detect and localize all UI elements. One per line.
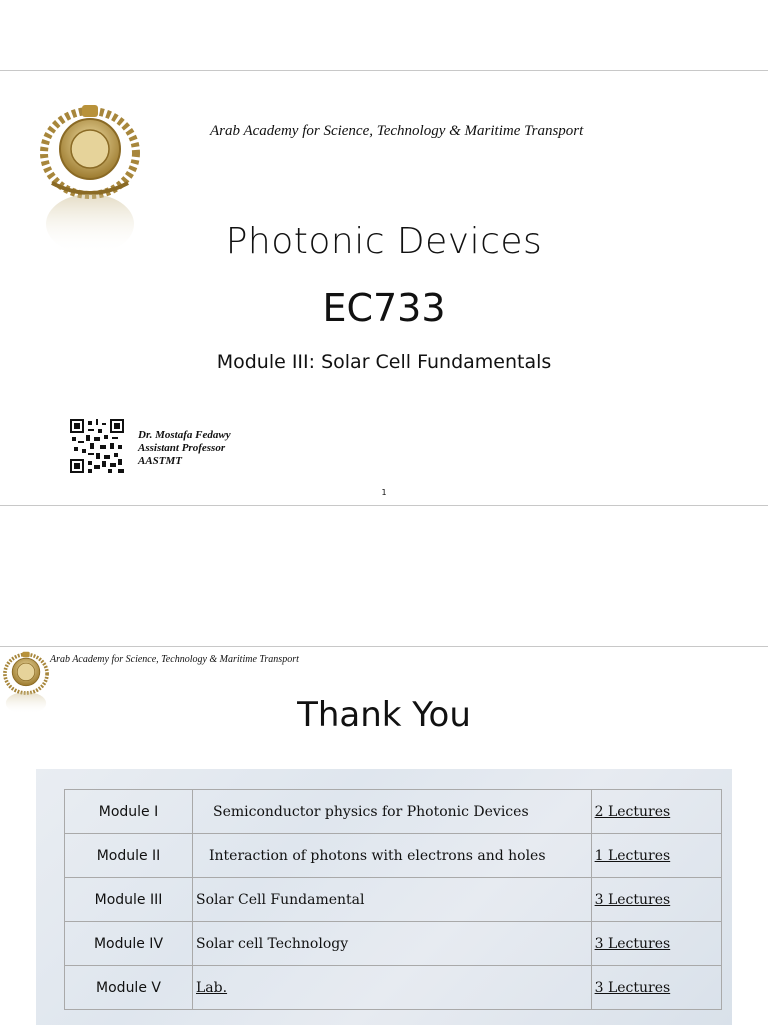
author-affiliation: AASTMT (138, 455, 183, 467)
topic-cell: Semiconductor physics for Photonic Devices (193, 790, 592, 834)
table-row (65, 790, 722, 834)
thank-you-heading: Thank You (297, 695, 471, 735)
author-block (138, 429, 231, 468)
module-cell: Module II (65, 834, 193, 878)
author-title: Assistant Professor (138, 442, 226, 454)
institution-name: Arab Academy for Science, Technology & Maritime Transport (210, 123, 584, 139)
thank-you-slide (0, 646, 768, 1025)
lectures-cell: 2 Lectures (591, 790, 721, 834)
course-title: Photonic Devices (225, 221, 543, 262)
lectures-cell: 3 Lectures (591, 878, 721, 922)
topic-cell: Solar Cell Fundamental (193, 878, 592, 922)
module-cell: Module I (65, 790, 193, 834)
module-cell: Module V (65, 966, 193, 1010)
lectures-cell: 1 Lectures (591, 834, 721, 878)
table-row (65, 834, 722, 878)
module-cell: Module IV (65, 922, 193, 966)
topic-cell: Interaction of photons with electrons and holes (193, 834, 592, 878)
table-row (65, 922, 722, 966)
author-name: Dr. Mostafa Fedawy (138, 429, 231, 441)
page-number: 1 (381, 488, 387, 497)
lectures-cell: 3 Lectures (591, 966, 721, 1010)
lectures-cell: 3 Lectures (591, 922, 721, 966)
institution-name: Arab Academy for Science, Technology & Maritime Transport (50, 654, 299, 665)
module-subtitle: Module III: Solar Cell Fundamentals (216, 351, 552, 373)
title-slide (0, 70, 768, 506)
topic-cell: Solar cell Technology (193, 922, 592, 966)
course-code: EC733 (322, 286, 446, 330)
table-row (65, 878, 722, 922)
qr-code-icon (70, 419, 124, 473)
table-row (65, 966, 722, 1010)
topic-cell: Lab. (193, 966, 592, 1010)
module-cell: Module III (65, 878, 193, 922)
modules-table (64, 789, 722, 1010)
